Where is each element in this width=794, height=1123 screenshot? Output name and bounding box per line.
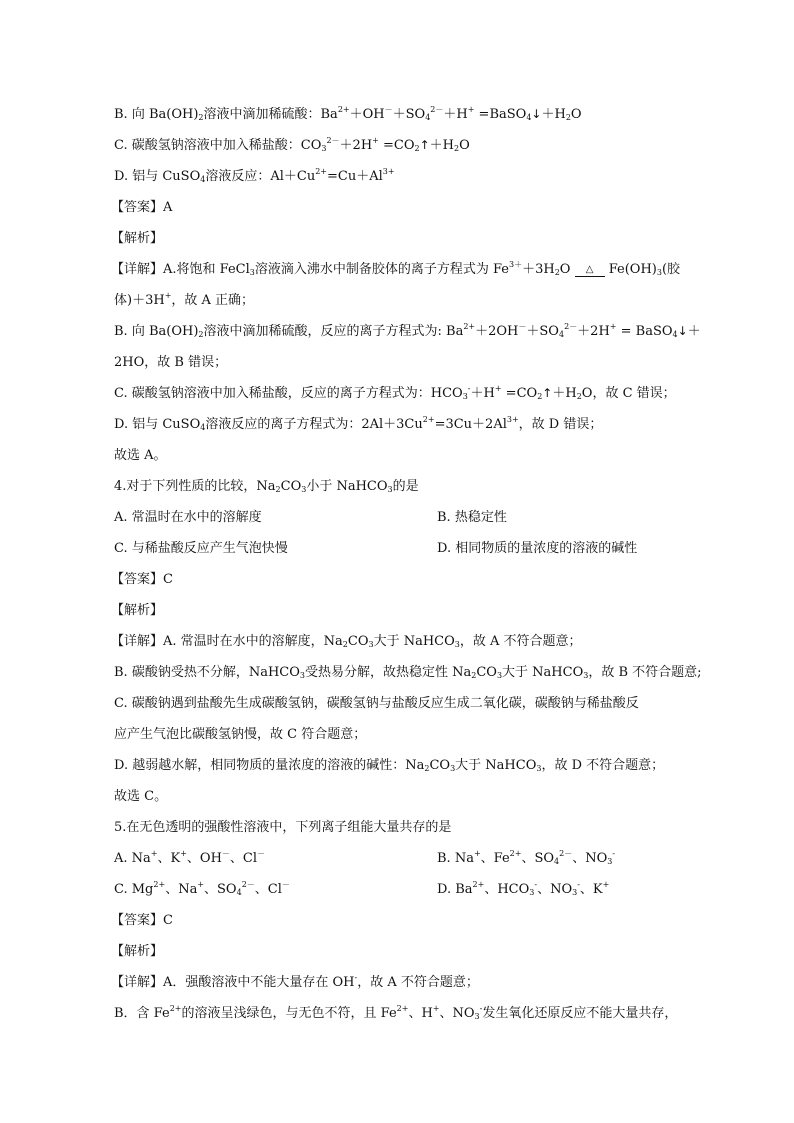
text: 受热易分解，故热稳定性 Na [304, 665, 472, 680]
text: ，故 A 正确； [171, 293, 255, 308]
q3-option-c: C. 碳酸氢钠溶液中加入稀盐酸：$CO_3^{2-}+2H^+$ $=CO_2↑+H_2O$ [114, 136, 470, 153]
text: 大于 NaHCO [455, 758, 537, 773]
text: A. Na [114, 851, 151, 866]
text: 溶液反应的离子方程式为：2Al＋3Cu [205, 417, 423, 432]
text: 溶液中滴加稀硫酸，反应的离子方程式为: Ba [203, 324, 464, 339]
text: C. 碳酸氢钠溶液中加入稀盐酸：CO [114, 138, 322, 153]
q5-options-row-2 [114, 874, 689, 905]
text: 的是 [392, 479, 419, 494]
text: 【详解】A. 常温时在水中的溶解度，Na [111, 634, 343, 649]
q3-detail-a-cont: 体)＋3H+，故 A 正确； [114, 291, 255, 308]
q5-detail-a: 【详解】A．强酸溶液中不能大量存在 OH-，故 A 不符合题意； [111, 973, 479, 990]
q4-detail-b: B. 碳酸钠受热不分解，NaHCO$_3$受热易分解，故热稳定性 $Na_2CO_3$大于 NaHCO$_3$，故 B 不符合题意; [114, 665, 702, 680]
text: ，故 D 错误； [518, 417, 603, 432]
q3-detail-c: C. 碳酸氢钠溶液中加入稀盐酸，反应的离子方程式为：$HCO_3^-+H^+$ $=CO_2↑+H_2O$，故 C 错误； [114, 384, 676, 401]
q3-detail-d: D. 铝与 CuSO$_4$溶液反应的离子方程式为：$2Al+3Cu^{2+}=3Cu+2Al^{3+}$，故 D 错误； [114, 415, 603, 432]
text: 的溶液呈浅绿色，与无色不符，且 Fe [181, 1006, 397, 1021]
q4-detail-c-cont: 应产生气泡比碳酸氢钠慢，故 C 符合题意； [114, 727, 367, 742]
page-content [111, 99, 702, 1029]
text: 体)＋3H [114, 293, 165, 308]
q4-option-a[interactable]: A. 常温时在水中的溶解度 [114, 510, 262, 525]
text: 大于 NaHCO [373, 634, 455, 649]
q5-detail-b: B．含 $Fe^{2+}$的溶液呈浅绿色，与无色不符，且 $Fe^{2+}$、H+、$NO_3^-$发生氧化还原反应不能大量共存， [114, 1004, 678, 1021]
q5-answer: 【答案】C [111, 913, 173, 928]
q4-option-c[interactable]: C. 与稀盐酸反应产生气泡快慢 [114, 541, 288, 556]
text: D. 铝与 CuSO [114, 417, 201, 432]
q4-answer: 【答案】C [111, 572, 173, 587]
q3-detail-b-cont [114, 347, 689, 378]
q4-detail-d: D. 越弱越水解，相同物质的量浓度的溶液的碱性：$Na_2CO_3$大于 NaHCO$_3$，故 D 不符合题意； [114, 758, 665, 773]
text: 【详解】A.将饱和 FeCl [111, 262, 250, 277]
q3-option-b: B. 向 $Ba(OH)_2$溶液中滴加稀硫酸：$Ba^{2+}+OH^-+SO_4^{2-}+H^+$ $=BaSO_4↓+H_2O$ [114, 105, 582, 122]
q5-analysis-label: 【解析】 [111, 944, 164, 959]
text: D. 铝与 CuSO [114, 169, 201, 184]
heating-condition-symbol: △ [575, 254, 605, 286]
q5-option-b[interactable]: B. Na+、$Fe^{2+}$、$SO_4^{2-}$、$NO_3^-$ [437, 849, 616, 866]
text: O，故 C 错误； [581, 386, 676, 401]
q3-answer: 【答案】A [111, 200, 173, 215]
q3-option-d: D. 铝与 CuSO$_4$溶液反应：$Al+Cu^{2+}=Cu+Al^{3+}$ [114, 167, 395, 184]
q4-stem: 4.对于下列性质的比较，$Na_2CO_3$小于 NaHCO$_3$的是 [114, 479, 419, 494]
text: B. 向 Ba(OH) [114, 324, 199, 339]
text: 小于 NaHCO [306, 479, 388, 494]
q5-options-row-1 [114, 843, 689, 874]
text: 溶液滴入沸水中制备胶体的离子方程式为 Fe [254, 262, 509, 277]
q5-stem: 5.在无色透明的强酸性溶液中，下列离子组能大量共存的是 [114, 820, 452, 835]
text: B．含 Fe [114, 1006, 170, 1021]
q3-detail-b: B. 向 $Ba(OH)_2$溶液中滴加稀硫酸，反应的离子方程式为: $Ba^{2+}+2OH^-+SO_4^{2-}+2H^+$ = BaSO$_4$↓＋ [114, 322, 701, 339]
q5-option-d[interactable]: D. $Ba^{2+}$、$HCO_3^-$、$NO_3^-$、K+ [437, 880, 610, 897]
q4-options-row-1 [114, 502, 689, 533]
q4-option-d[interactable]: D. 相同物质的量浓度的溶液的碱性 [437, 541, 638, 556]
q4-analysis-label: 【解析】 [111, 603, 164, 618]
text: 2H [114, 355, 134, 370]
text: 溶液反应：Al＋Cu [205, 169, 316, 184]
q4-detail-a: 【详解】A. 常温时在水中的溶解度，$Na_2CO_3$大于 NaHCO$_3$，故 A 不符合题意； [111, 634, 582, 649]
text: ，故 A 不符合题意； [357, 975, 479, 990]
text: 【详解】A．强酸溶液中不能大量存在 OH [111, 975, 355, 990]
q3-conclusion: 故选 A。 [114, 448, 167, 463]
text: 大于 NaHCO [502, 665, 584, 680]
text: B. 向 Ba(OH) [114, 107, 199, 122]
q3-analysis-label: 【解析】 [111, 231, 164, 246]
q4-option-b[interactable]: B. 热稳定性 [437, 510, 507, 525]
text: 溶液中滴加稀硫酸：Ba [203, 107, 338, 122]
text: ，故 B 不符合题意; [588, 665, 702, 680]
q4-detail-c: C. 碳酸钠遇到盐酸先生成碳酸氢钠，碳酸氢钠与盐酸反应生成二氧化碳，碳酸钠与稀盐酸反 [114, 696, 639, 711]
text: D. Ba [437, 882, 473, 897]
text: B. 碳酸钠受热不分解，NaHCO [114, 665, 300, 680]
text: ，故 D 不符合题意； [541, 758, 665, 773]
text: 4.对于下列性质的比较，Na [114, 479, 276, 494]
q4-conclusion: 故选 C。 [114, 789, 168, 804]
text: 发生氧化还原反应不能大量共存， [482, 1006, 678, 1021]
text: O，故 B 错误； [133, 355, 228, 370]
text: B. Na [437, 851, 474, 866]
q5-option-a[interactable]: A. Na+、K+、OH－、Cl－ [114, 849, 266, 866]
text: C. 碳酸氢钠溶液中加入稀盐酸，反应的离子方程式为：HCO [114, 386, 463, 401]
text: D. 越弱越水解，相同物质的量浓度的溶液的碱性：Na [114, 758, 425, 773]
q4-options-row-2 [114, 533, 689, 564]
q3-detail-a: 【详解】A.将饱和 FeCl$_3$溶液滴入沸水中制备胶体的离子方程式为 $Fe^{3+}+3H_2O$ △ $Fe(OH)_3$(胶 [111, 254, 689, 285]
text: C. Mg [114, 882, 154, 897]
q5-option-c[interactable]: C. $Mg^{2+}$、Na+、$SO_4^{2-}$、Cl－ [114, 880, 290, 897]
text: ，故 A 不符合题意； [459, 634, 582, 649]
